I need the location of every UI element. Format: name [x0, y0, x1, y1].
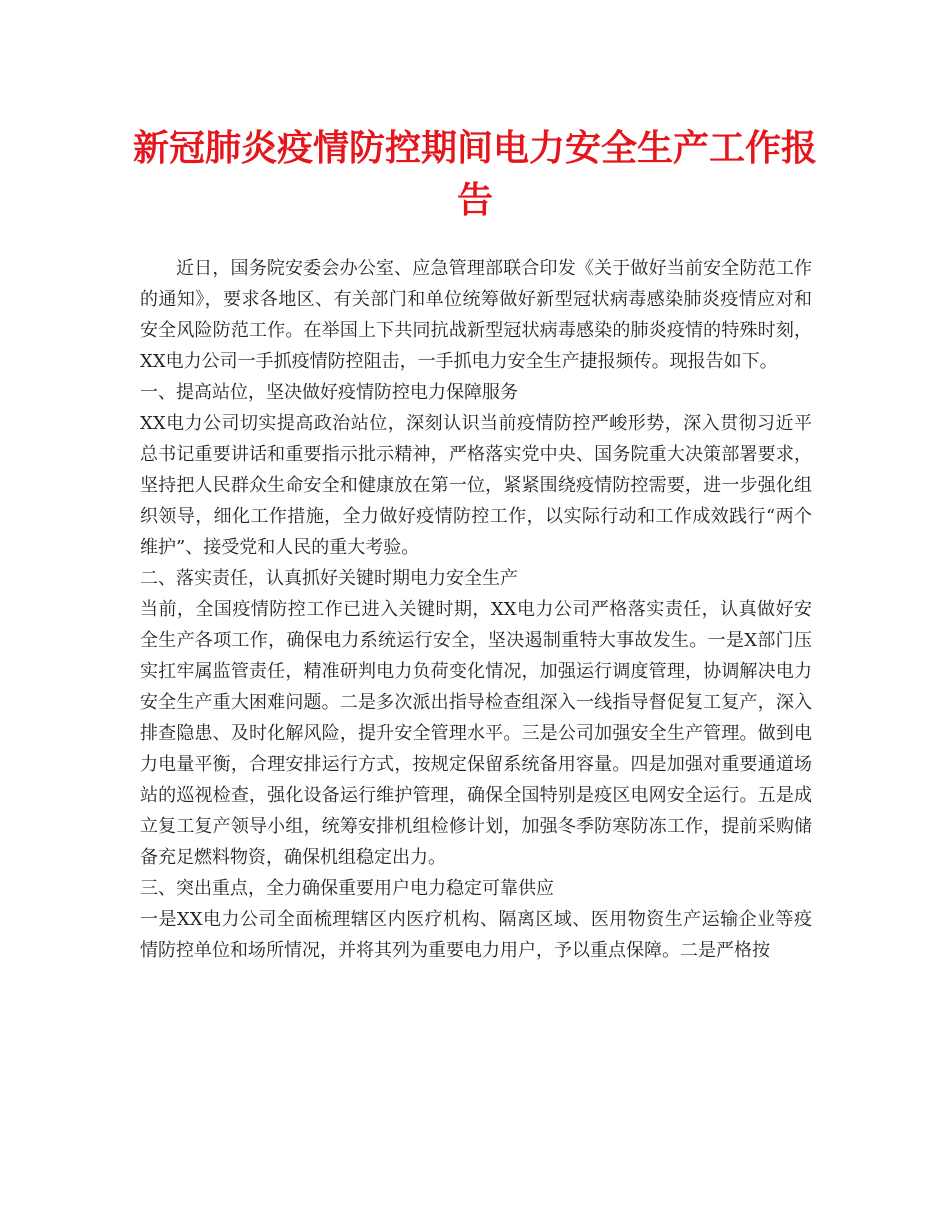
- document-body: [140, 253, 812, 966]
- section-body-1: XX电力公司切实提高政治站位，深刻认识当前疫情防控严峻形势，深入贯彻习近平总书记重要讲话和重要指示批示精神，严格落实党中央、国务院重大决策部署要求，坚持把人民群众生命安全和健康放在第一位，紧紧围绕疫情防控需要，进一步强化组织领导，细化工作措施，全力做好疫情防控工作，以实际行动和工作成效践行“两个维护”、接受党和人民的重大考验。: [140, 413, 812, 558]
- section-body-2: 当前，全国疫情防控工作已进入关键时期，XX电力公司严格落实责任，认真做好安全生产各项工作，确保电力系统运行安全，坚决遏制重特大事故发生。一是X部门压实扛牢属监管责任，精准研判电力负荷变化情况，加强运行调度管理，协调解决电力安全生产重大困难问题。二是多次派出指导检查组深入一线指导督促复工复产，深入排查隐患、及时化解风险，提升安全管理水平。三是公司加强安全生产管理。做到电力电量平衡，合理安排运行方式，按规定保留系统备用容量。四是加强对重要通道场站的巡视检查，强化设备运行维护管理，确保全国特别是疫区电网安全运行。五是成立复工复产领导小组，统筹安排机组检修计划，加强冬季防寒防冻工作，提前采购储备充足燃料物资，确保机组稳定出力。: [140, 599, 812, 868]
- section-body-3: 一是XX电力公司全面梳理辖区内医疗机构、隔离区域、医用物资生产运输企业等疫情防控单位和场所情况，并将其列为重要电力用户，予以重点保障。二是严格按: [140, 909, 812, 961]
- section-heading-2: 二、落实责任，认真抓好关键时期电力安全生产: [140, 568, 518, 589]
- section-heading-3: 三、突出重点，全力确保重要用户电力稳定可靠供应: [140, 878, 554, 899]
- intro-paragraph: 近日，国务院安委会办公室、应急管理部联合印发《关于做好当前安全防范工作的通知》，要求各地区、有关部门和单位统筹做好新型冠状病毒感染肺炎疫情应对和安全风险防范工作。在举国上下共同抗战新型冠状病毒感染的肺炎疫情的特殊时刻，XX电力公司一手抓疫情防控阻击，一手抓电力安全生产捷报频传。现报告如下。: [140, 258, 812, 372]
- section-heading-1: 一、提高站位，坚决做好疫情防控电力保障服务: [140, 382, 518, 403]
- document-title: 新冠肺炎疫情防控期间电力安全生产工作报告: [132, 127, 817, 221]
